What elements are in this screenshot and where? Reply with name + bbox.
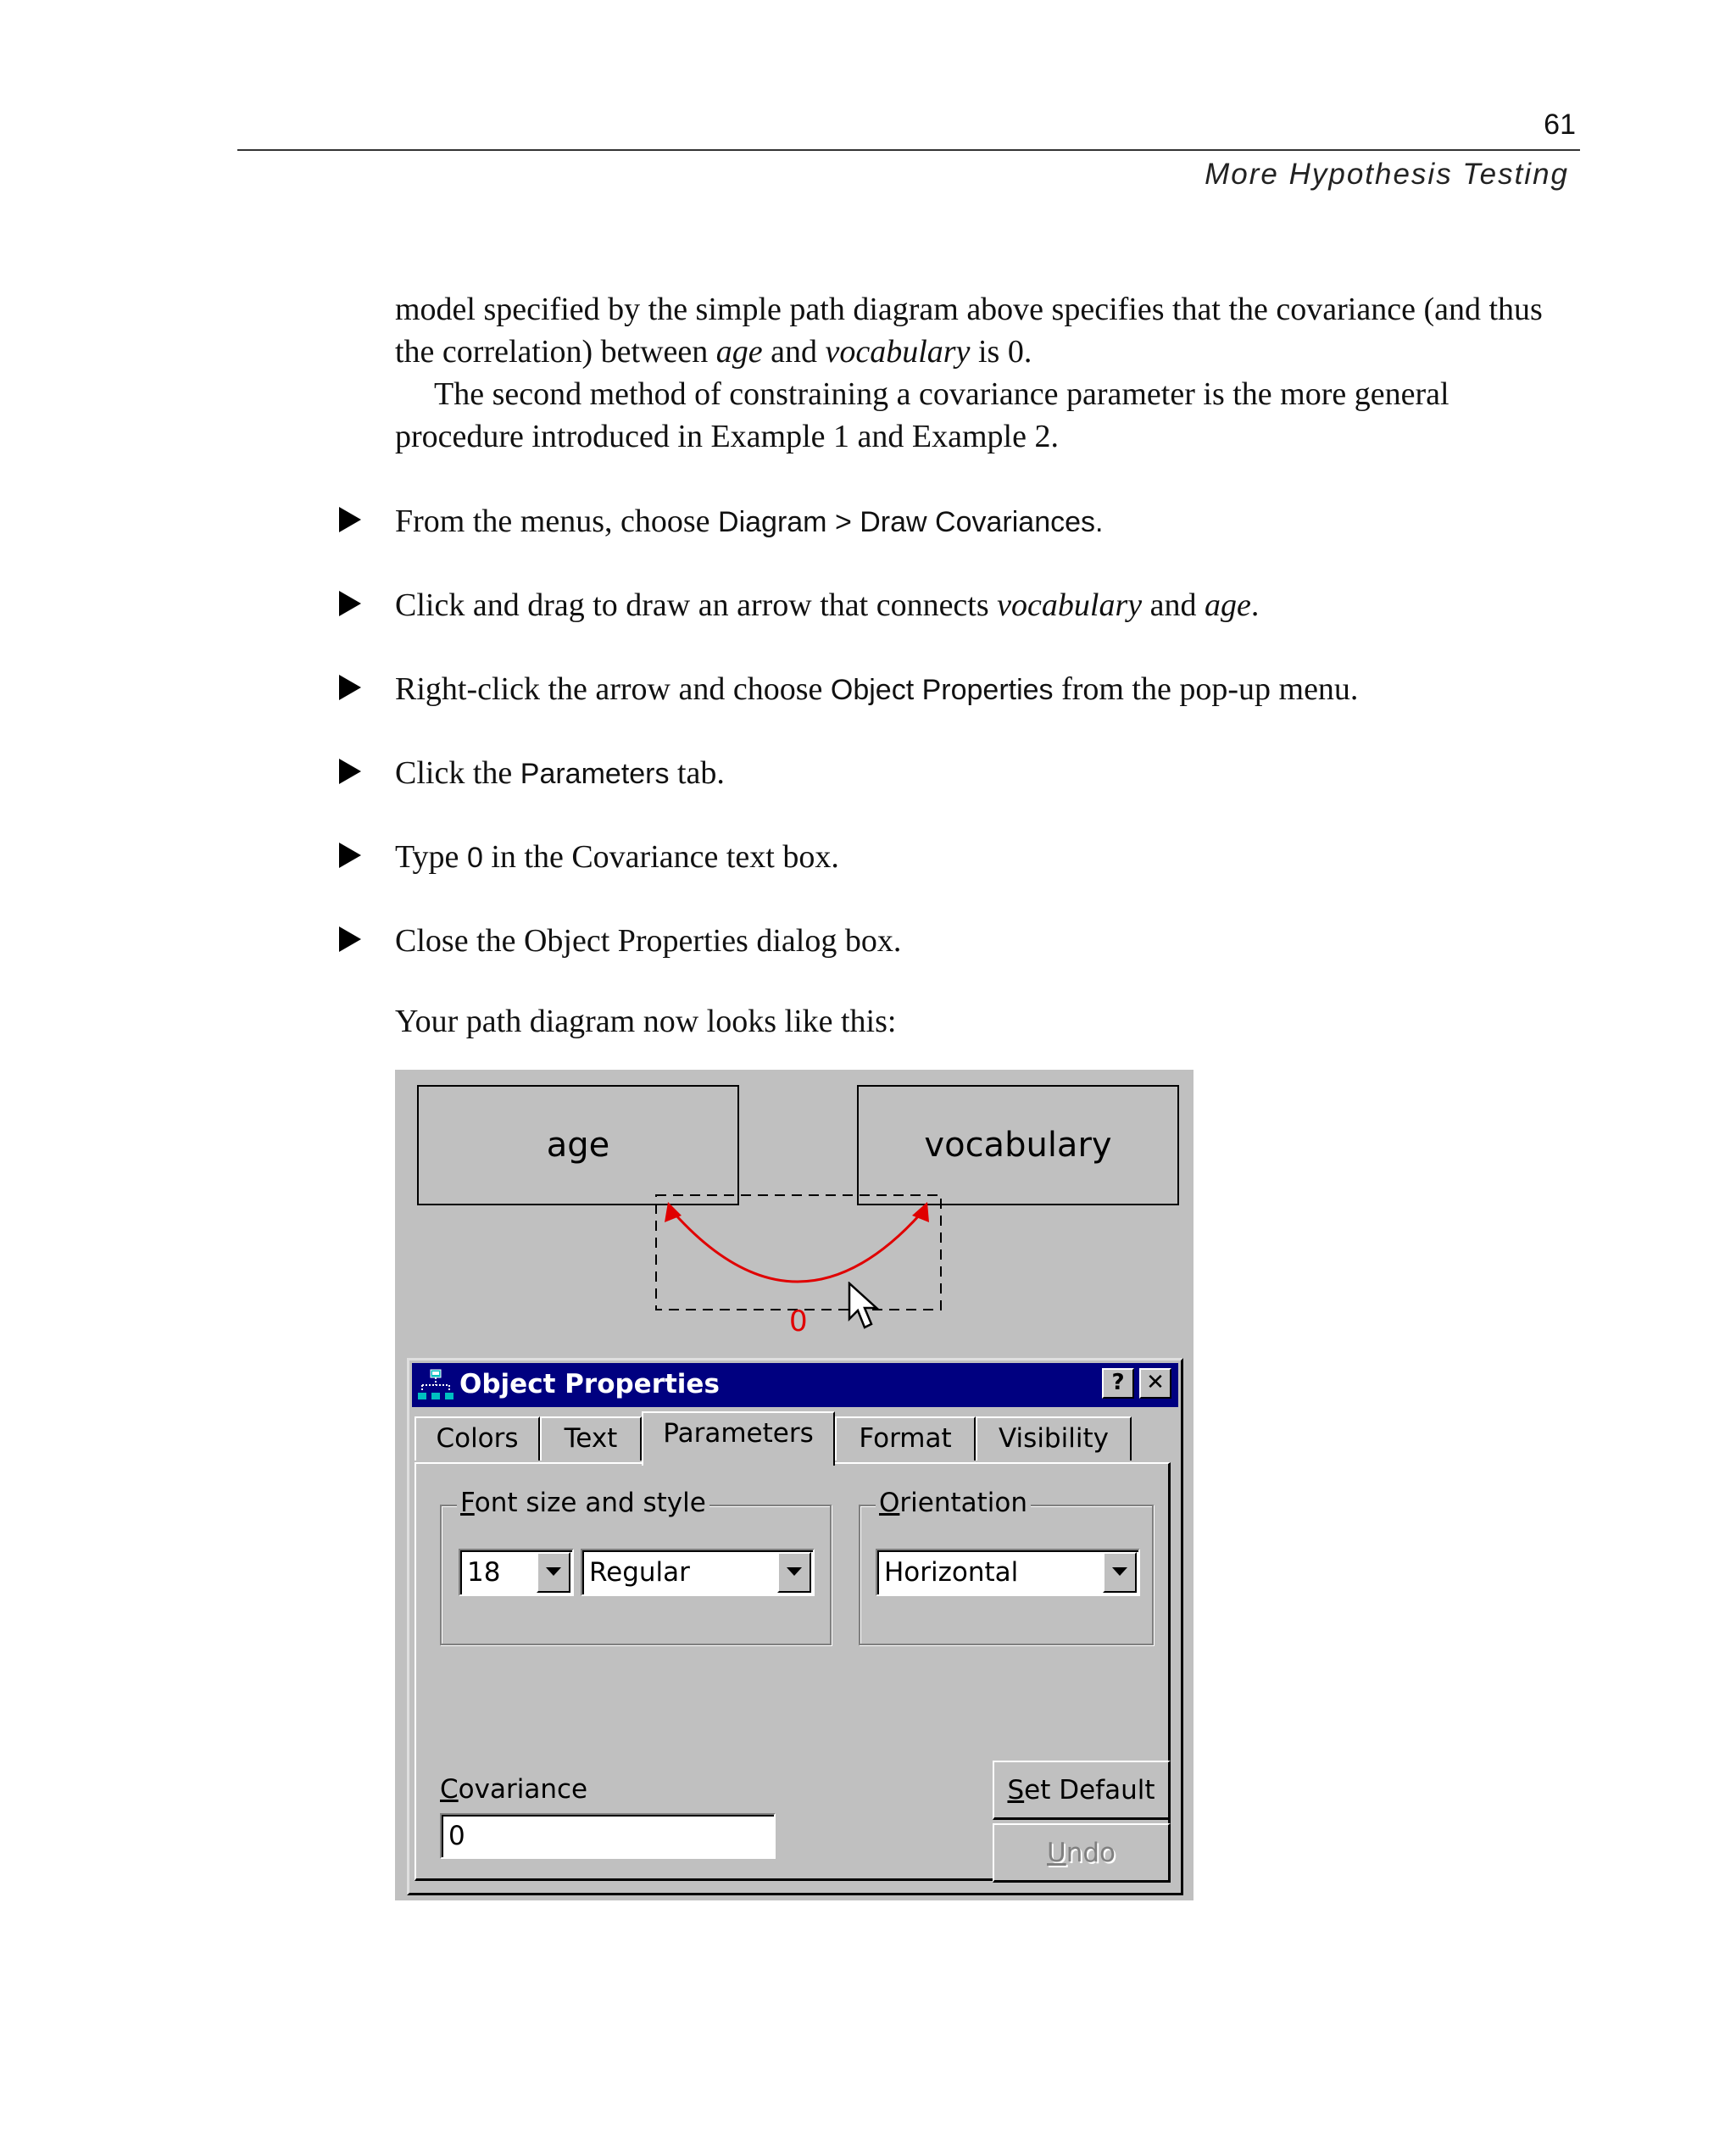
bullet-icon xyxy=(339,591,361,616)
tab-text[interactable]: Text xyxy=(540,1416,642,1461)
dialog-titlebar[interactable] xyxy=(412,1363,1178,1407)
step-3: Right-click the arrow and choose Object Properties from the pop-up menu. xyxy=(339,668,1585,752)
term-vocabulary: vocabulary xyxy=(825,334,971,370)
undo-button[interactable]: Undo xyxy=(993,1823,1171,1883)
dialog-title: Object Properties xyxy=(459,1369,720,1399)
mouse-cursor-icon xyxy=(848,1282,882,1333)
chevron-down-icon[interactable] xyxy=(1103,1552,1137,1593)
term-age: age xyxy=(715,334,763,370)
orientation-value: Horizontal xyxy=(884,1557,1019,1588)
step-6: Close the Object Properties dialog box. xyxy=(339,920,1585,1004)
tab-parameters[interactable]: Parameters xyxy=(642,1411,835,1466)
paragraph-1: model specified by the simple path diagram above specifies that the covariance (and thus the correlation) between age and vocabulary is 0. xyxy=(395,292,1543,370)
outro-text: Your path diagram now looks like this: xyxy=(395,1004,897,1039)
help-button[interactable]: ? xyxy=(1102,1368,1134,1399)
font-group xyxy=(440,1488,832,1645)
bullet-icon xyxy=(339,759,361,784)
orientation-combo[interactable] xyxy=(876,1549,1140,1596)
orientation-group xyxy=(859,1488,1154,1645)
page-number: 61 xyxy=(1544,108,1576,141)
set-default-button[interactable]: Set Default xyxy=(993,1761,1171,1820)
covariance-label: 0 xyxy=(789,1305,808,1338)
body-paragraph xyxy=(395,288,1582,458)
chevron-down-icon[interactable] xyxy=(537,1552,570,1593)
font-size-value: 18 xyxy=(467,1557,501,1588)
font-style-combo[interactable] xyxy=(581,1549,815,1596)
step-1: From the menus, choose Diagram > Draw Covariances. xyxy=(339,500,1585,584)
font-style-value: Regular xyxy=(589,1557,690,1588)
parameters-panel xyxy=(415,1462,1171,1881)
bullet-icon xyxy=(339,675,361,700)
paragraph-2: The second method of constraining a covariance parameter is the more general procedure introduced in Example 1 and Example 2. xyxy=(395,376,1449,454)
bullet-icon xyxy=(339,926,361,952)
close-button[interactable]: ✕ xyxy=(1139,1368,1171,1399)
running-head: More Hypothesis Testing xyxy=(1205,158,1569,191)
bullet-icon xyxy=(339,843,361,868)
variable-box-age[interactable]: age xyxy=(417,1085,739,1205)
step-4: Click the Parameters tab. xyxy=(339,752,1585,836)
tab-format[interactable]: Format xyxy=(835,1416,976,1461)
step-5: Type 0 in the Covariance text box. xyxy=(339,836,1585,920)
tab-visibility[interactable]: Visibility xyxy=(976,1416,1132,1461)
step-2: Click and drag to draw an arrow that connects vocabulary and age. xyxy=(339,584,1585,668)
app-icon xyxy=(417,1368,454,1402)
covariance-arrow-svg[interactable] xyxy=(395,1070,1194,1341)
screenshot-figure xyxy=(395,1070,1194,1900)
instruction-steps xyxy=(339,500,1585,1004)
covariance-input[interactable] xyxy=(440,1813,776,1859)
tab-colors[interactable]: Colors xyxy=(415,1416,540,1461)
chevron-down-icon[interactable] xyxy=(777,1552,811,1593)
tab-strip xyxy=(415,1411,1160,1464)
font-size-combo[interactable] xyxy=(459,1549,574,1596)
font-group-legend: Font size and style xyxy=(457,1488,709,1518)
variable-box-vocabulary[interactable]: vocabulary xyxy=(857,1085,1179,1205)
bullet-icon xyxy=(339,507,361,532)
object-properties-dialog xyxy=(407,1358,1183,1895)
header-rule xyxy=(237,149,1580,151)
selection-rectangle xyxy=(656,1195,941,1310)
covariance-arrow[interactable] xyxy=(675,1214,921,1282)
covariance-field-label: Covariance xyxy=(440,1774,588,1805)
orientation-legend: Orientation xyxy=(876,1488,1031,1518)
